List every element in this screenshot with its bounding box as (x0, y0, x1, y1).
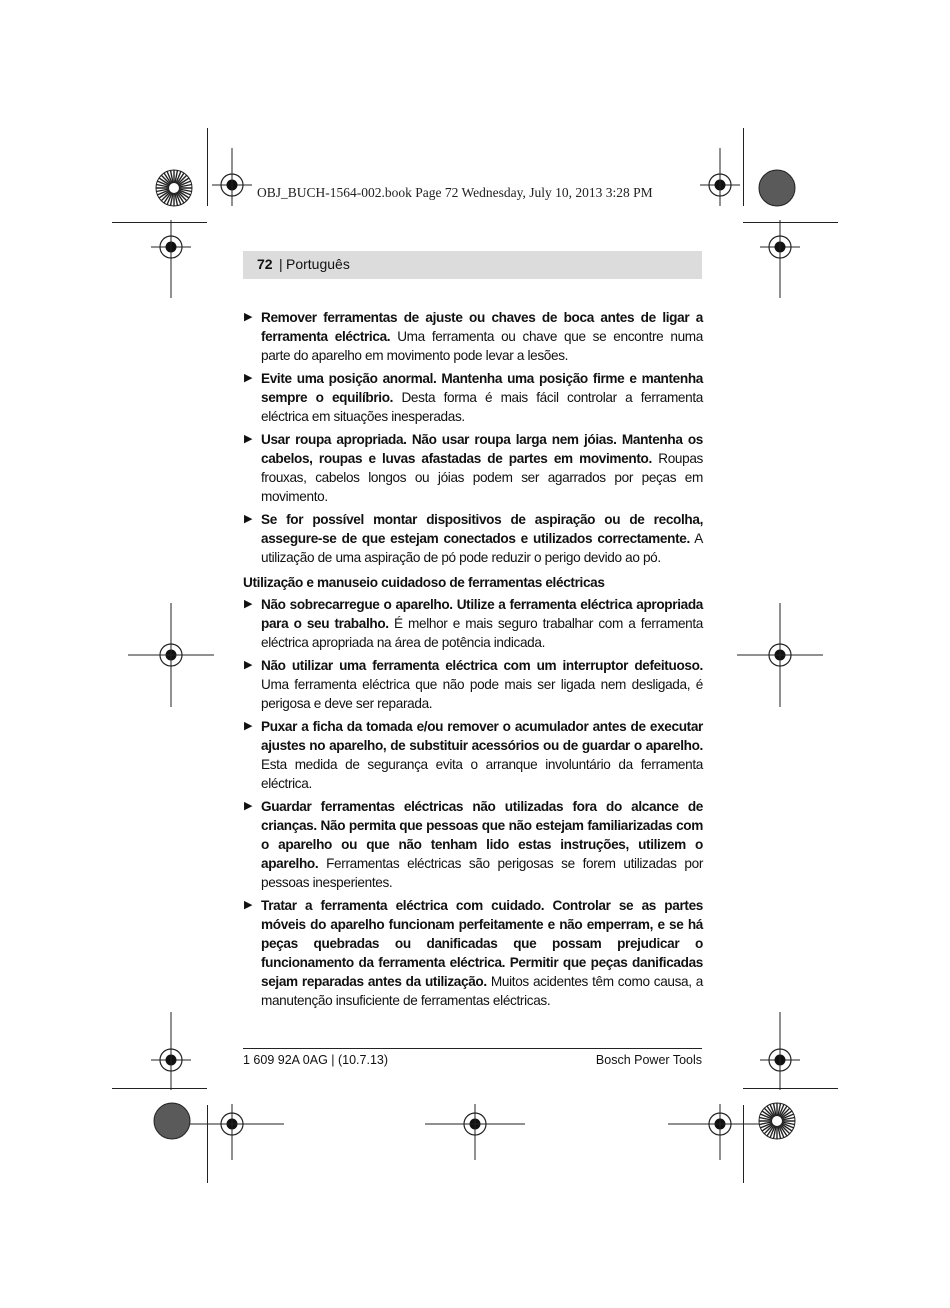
safety-item-explanation: Roupas frouxas, cabelos longos ou jóias podem ser agarrados por peças em movimento. (261, 451, 703, 504)
bullet-arrow-icon: ▶ (244, 311, 253, 323)
footer-brand: Bosch Power Tools (595, 1053, 702, 1067)
section-heading: Utilização e manuseio cuidadoso de ferramentas eléctricas (243, 575, 605, 590)
safety-item-instruction: Não sobrecarregue o aparelho. Utilize a ferramenta eléctrica apropriada para o seu trabalho. (261, 597, 703, 631)
safety-item-explanation: Ferramentas eléctricas são perigosas se forem utilizadas por pessoas inesperientes. (261, 856, 703, 890)
safety-item (243, 896, 703, 1010)
body-text (243, 308, 703, 1014)
safety-item-explanation: Desta forma é mais fácil controlar a ferramenta eléctrica em situações inesperadas. (261, 390, 703, 424)
bullet-arrow-icon: ▶ (244, 513, 253, 525)
gray-target-icon (154, 1103, 190, 1139)
safety-item-explanation: A utilização de uma aspiração de pó pode reduzir o perigo devido ao pó. (261, 531, 703, 565)
safety-item (243, 717, 703, 793)
safety-item-instruction: Remover ferramentas de ajuste ou chaves de boca antes de ligar a ferramenta eléctrica. (261, 310, 703, 344)
safety-item (243, 656, 703, 713)
safety-item (243, 369, 703, 426)
safety-item-instruction: Não utilizar uma ferramenta eléctrica com um interruptor defeituoso. (261, 658, 703, 673)
page-number: 72 (257, 256, 273, 272)
safety-item (243, 797, 703, 892)
safety-item (243, 430, 703, 506)
safety-item-explanation: Muitos acidentes têm como causa, a manutenção insuficiente de ferramentas eléctricas. (261, 974, 704, 1008)
bullet-arrow-icon: ▶ (244, 433, 253, 445)
bullet-arrow-icon: ▶ (244, 598, 253, 610)
safety-item-instruction: Evite uma posição anormal. Mantenha uma posição firme e mantenha sempre o equilíbrio. (261, 371, 703, 405)
footer-doc-number: 1 609 92A 0AG | (10.7.13) (243, 1053, 389, 1067)
safety-item-instruction: Tratar a ferramenta eléctrica com cuidado. Controlar se as partes móveis do aparelho funcionam perfeitamente e não emperram, e se há peças quebradas ou danificadas que possam prejudicar o funcionamento da ferramenta eléctrica. Permitir que peças danificadas sejam reparadas antes da utilização. (261, 898, 703, 989)
safety-item-instruction: Se for possível montar dispositivos de aspiração ou de recolha, assegure-se de que estejam conectados e utilizados correctamente. (261, 512, 703, 546)
safety-item (243, 595, 703, 652)
footer-rule (243, 1048, 702, 1049)
bullet-arrow-icon: ▶ (244, 372, 253, 384)
bullet-arrow-icon: ▶ (244, 800, 253, 812)
safety-item (243, 510, 703, 567)
bullet-arrow-icon: ▶ (244, 659, 253, 671)
safety-item-instruction: Puxar a ficha da tomada e/ou remover o acumulador antes de executar ajustes no aparelho, de substituir acessórios ou de guardar o aparelho. (261, 719, 703, 753)
safety-list-1 (243, 308, 703, 567)
safety-item (243, 308, 703, 365)
safety-item-explanation: Uma ferramenta ou chave que se encontre numa parte do aparelho em movimento pode levar a lesões. (261, 329, 703, 363)
starburst-target-icon (759, 1103, 795, 1139)
safety-item-instruction: Usar roupa apropriada. Não usar roupa larga nem jóias. Mantenha os cabelos, roupas e luvas afastadas de partes em movimento. (261, 432, 703, 466)
bullet-arrow-icon: ▶ (244, 720, 253, 732)
safety-item-instruction: Guardar ferramentas eléctricas não utilizadas fora do alcance de crianças. Não permita que pessoas que não estejam familiarizadas com o aparelho ou que não tenham lido estas instruções, utilizem o aparelho. (261, 799, 703, 871)
header-language: Português (286, 256, 350, 272)
starburst-target-icon (156, 170, 192, 206)
bullet-arrow-icon: ▶ (244, 899, 253, 911)
page-header (243, 251, 702, 279)
safety-item-explanation: Uma ferramenta eléctrica que não pode mais ser ligada nem desligada, é perigosa e deve ser reparada. (261, 677, 703, 711)
gray-target-icon (759, 170, 795, 206)
safety-item-explanation: Esta medida de segurança evita o arranque involuntário da ferramenta eléctrica. (261, 757, 703, 791)
header-separator: | (279, 256, 283, 272)
safety-list-2 (243, 595, 703, 1010)
print-slug: OBJ_BUCH-1564-002.book Page 72 Wednesday, July 10, 2013 3:28 PM (257, 185, 653, 200)
safety-item-explanation: É melhor e mais seguro trabalhar com a ferramenta eléctrica apropriada na área de potência indicada. (261, 616, 703, 650)
